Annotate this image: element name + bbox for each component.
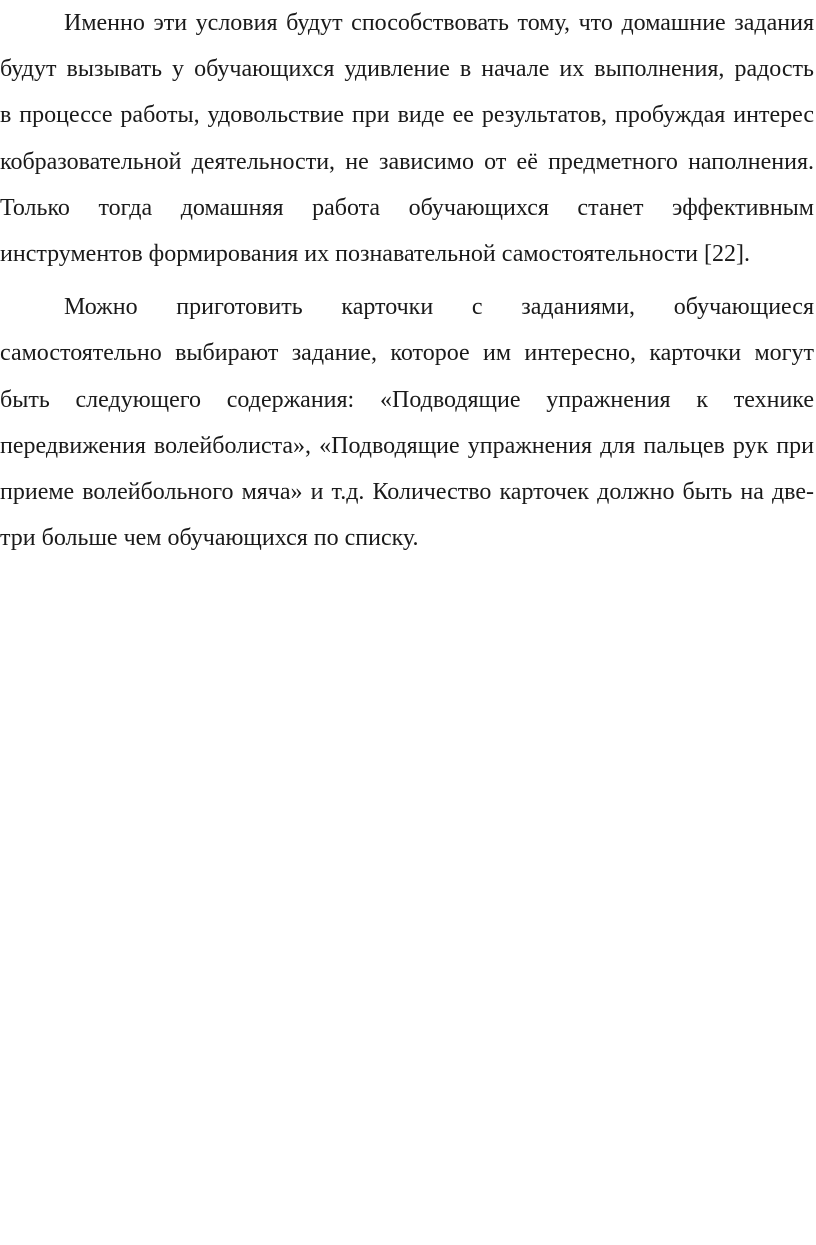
paragraph-line: Только тогда домашняя работа обучающихся станет эффективным: [0, 194, 814, 221]
paragraph-line: три больше чем обучающихся по списку.: [0, 525, 419, 552]
paragraph-1: [0, 0, 814, 277]
paragraph-line: приеме волейбольного мяча» и т.д. Количество карточек должно быть на две-: [0, 478, 814, 505]
paragraph-line: самостоятельно выбирают задание, которое им интересно, карточки могут: [0, 340, 814, 367]
paragraph-line: Именно эти условия будут способствовать тому, что домашние задания: [64, 10, 814, 36]
paragraph-line: Можно приготовить карточки с заданиями, обучающиеся: [64, 294, 814, 321]
paragraph-2: [0, 284, 814, 561]
paragraph-line: быть следующего содержания: «Подводящие упражнения к технике: [0, 386, 814, 413]
paragraph-line: будут вызывать у обучающихся удивление в начале их выполнения, радость: [0, 56, 814, 83]
paragraph-line: передвижения волейболиста», «Подводящие упражнения для пальцев рук при: [0, 432, 814, 459]
paragraph-line: кобразовательной деятельности, не зависимо от её предметного наполнения.: [0, 148, 814, 175]
paragraph-line: в процессе работы, удовольствие при виде ее результатов, пробуждая интерес: [0, 102, 814, 129]
document-body: [0, 0, 814, 561]
paragraph-line: инструментов формирования их познавательной самостоятельности [22].: [0, 240, 751, 267]
